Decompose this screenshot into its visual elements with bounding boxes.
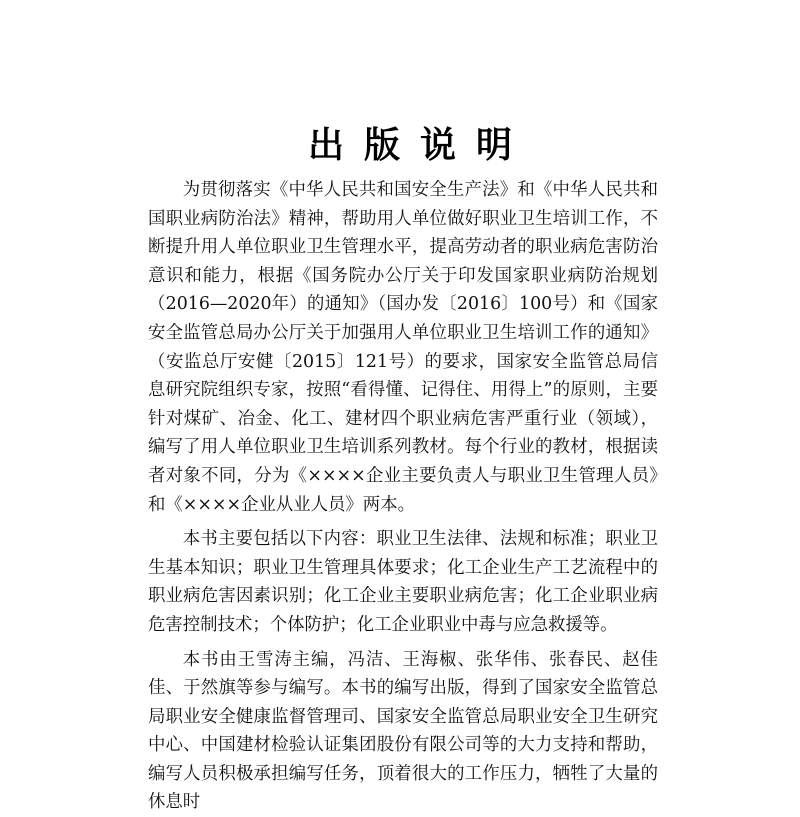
body-text bbox=[148, 176, 658, 817]
page-title: 出版说明 bbox=[0, 120, 800, 170]
paragraph-2: 本书主要包括以下内容：职业卫生法律、法规和标准；职业卫生基本知识；职业卫生管理具体要求；化工企业生产工艺流程中的职业病危害因素识别；化工企业主要职业病危害；化工企业职业病危害控制技术；个体防护；化工企业职业中毒与应急救援等。 bbox=[148, 525, 658, 639]
paragraph-1: 为贯彻落实《中华人民共和国安全生产法》和《中华人民共和国职业病防治法》精神，帮助用人单位做好职业卫生培训工作，不断提升用人单位职业卫生管理水平，提高劳动者的职业病危害防治意识和能力，根据《国务院办公厅关于印发国家职业病防治规划（2016—2020年）的通知》（国办发〔2016〕100号）和《国家安全监管总局办公厅关于加强用人单位职业卫生培训工作的通知》（安监总厅安健〔2015〕121号）的要求，国家安全监管总局信息研究院组织专家，按照“看得懂、记得住、用得上”的原则，主要针对煤矿、冶金、化工、建材四个职业病危害严重行业（领域），编写了用人单位职业卫生培训系列教材。每个行业的教材，根据读者对象不同，分为《××××企业主要负责人与职业卫生管理人员》和《××××企业从业人员》两本。 bbox=[148, 176, 658, 519]
paragraph-3: 本书由王雪涛主编，冯洁、王海椒、张华伟、张春民、赵佳佳、于然旗等参与编写。本书的编写出版，得到了国家安全监管总局职业安全健康监督管理司、国家安全监管总局职业安全卫生研究中心、中国建材检验认证集团股份有限公司等的大力支持和帮助，编写人员积极承担编写任务，顶着很大的工作压力，牺牲了大量的休息时 bbox=[148, 646, 658, 817]
